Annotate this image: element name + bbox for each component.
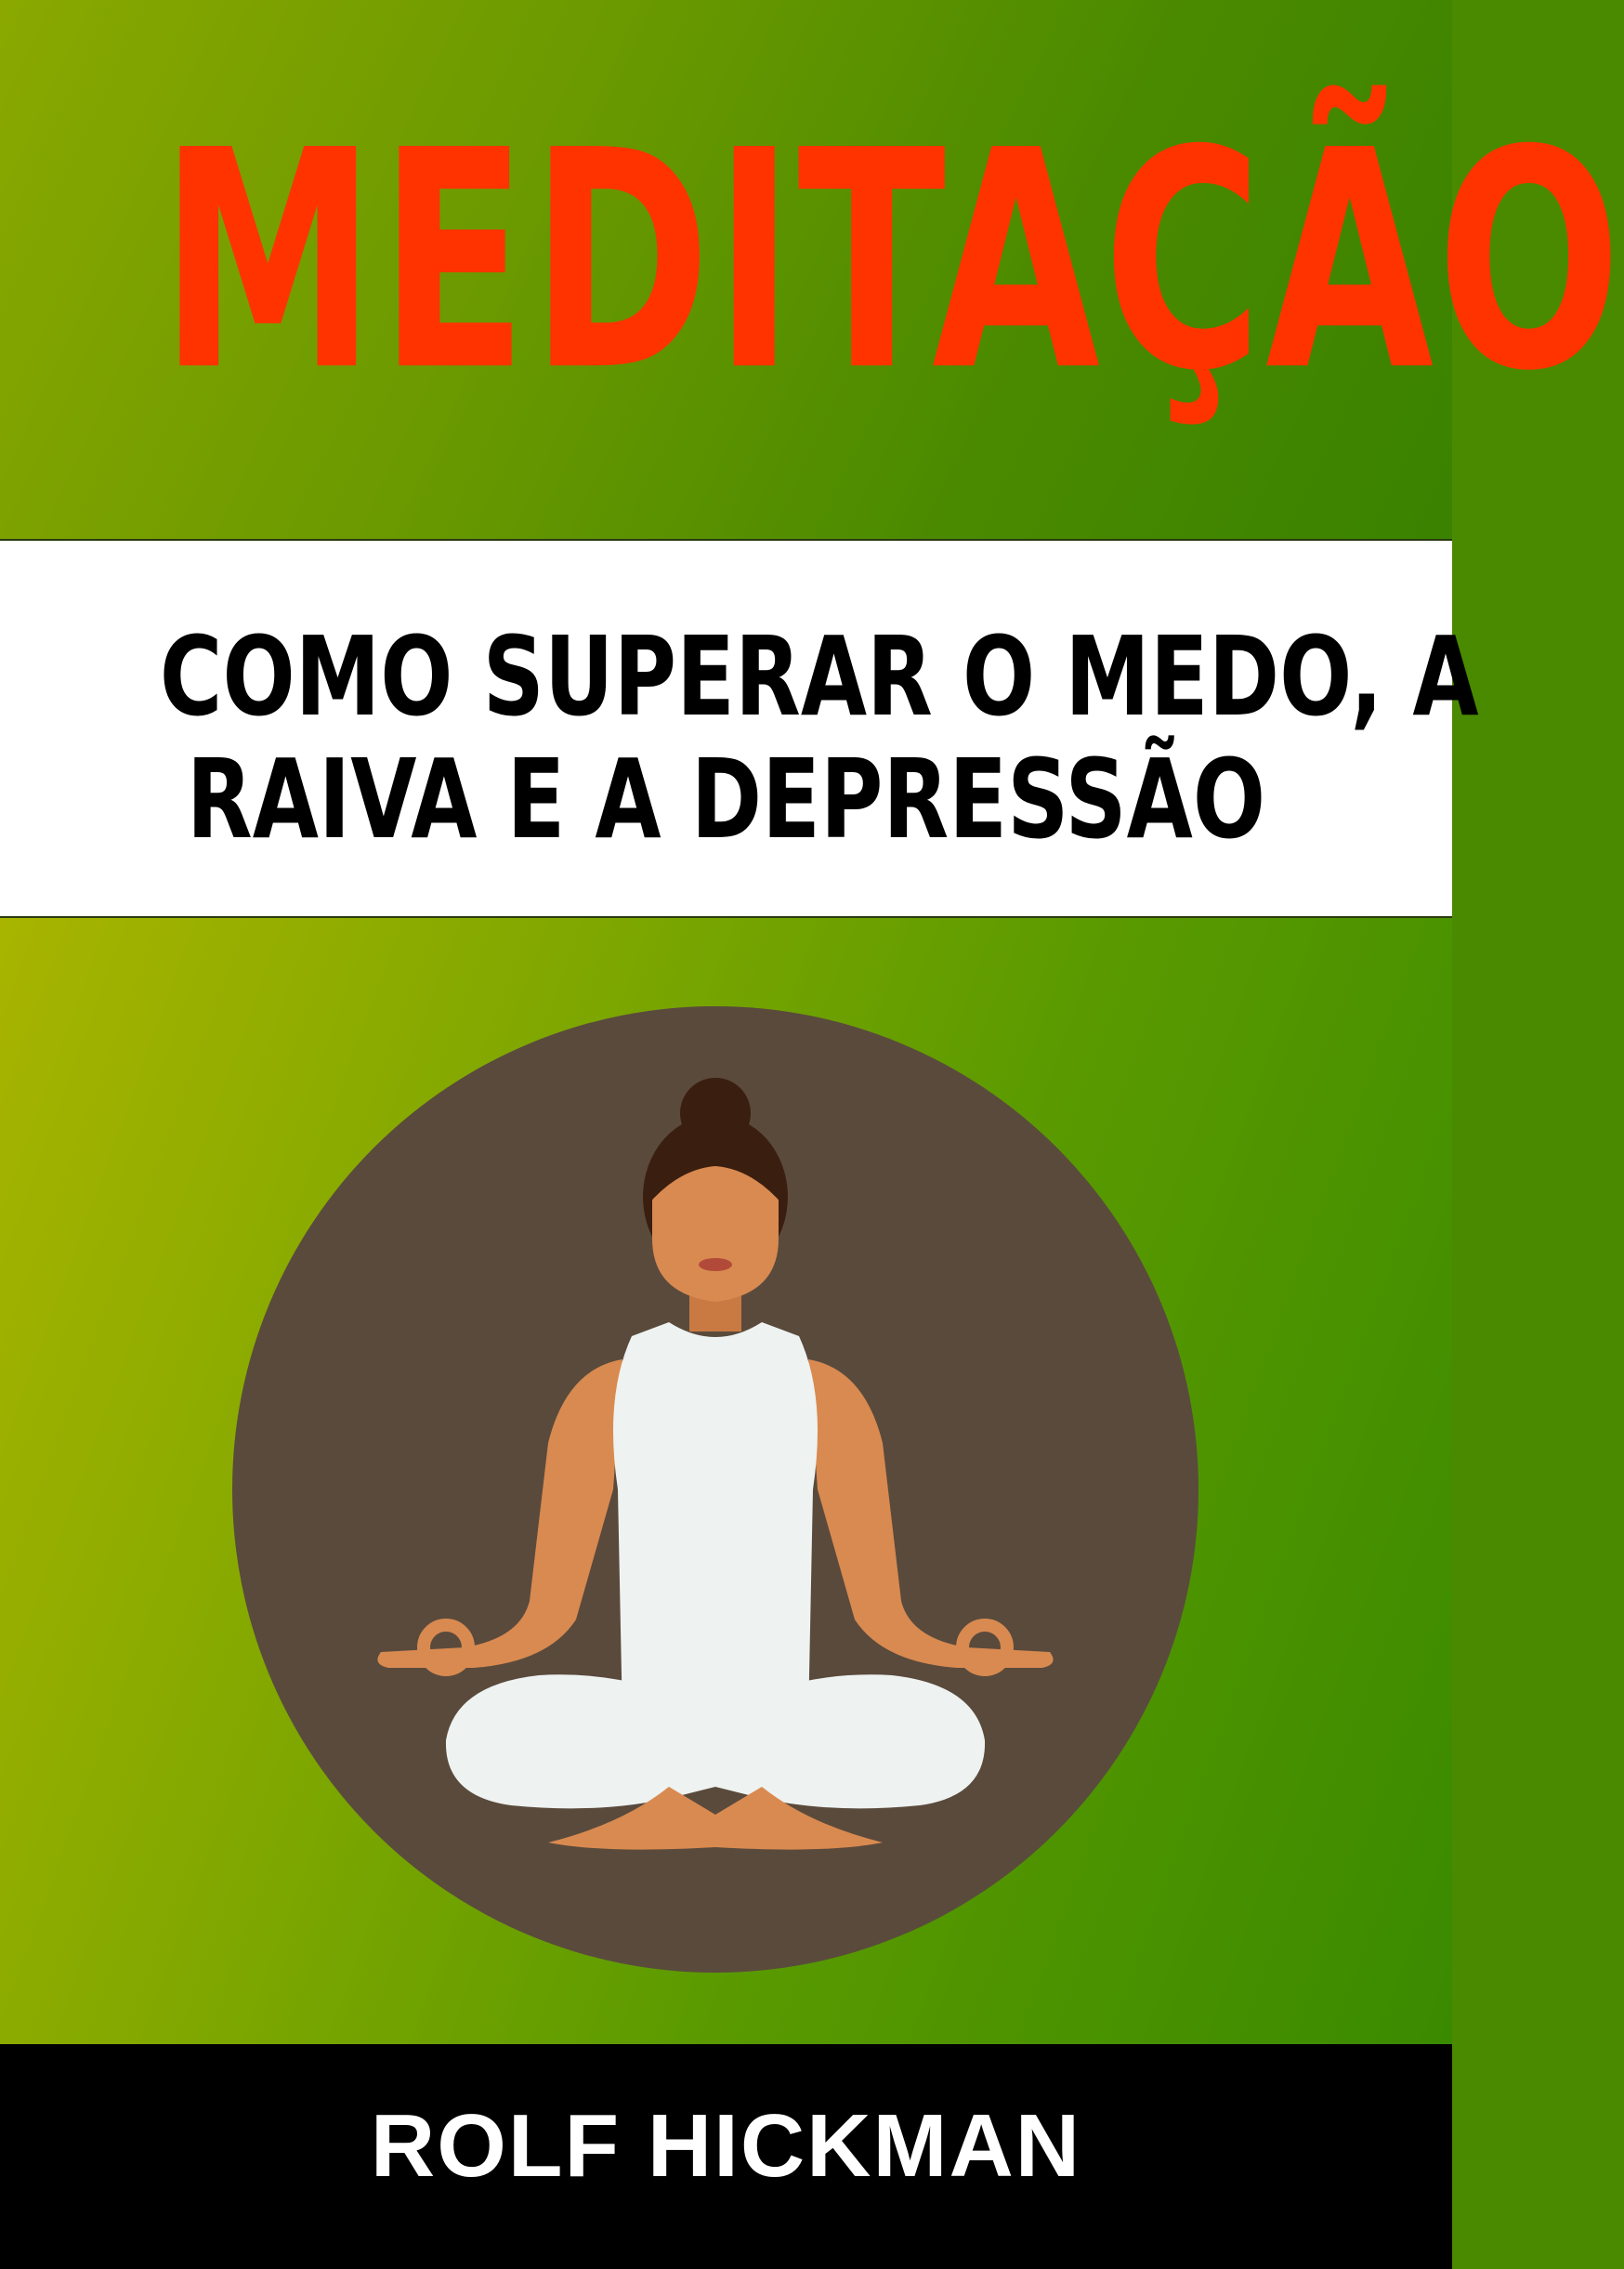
torso [613, 1322, 818, 1722]
author-band [0, 2044, 1452, 2269]
author-name: ROLF HICKMAN [370, 2096, 1082, 2196]
subtitle-line-2: RAIVA E A DEPRESSÃO [186, 735, 1266, 863]
illustration-band [0, 918, 1452, 2044]
meditating-woman-icon [232, 1006, 1198, 1973]
lips [699, 1258, 732, 1271]
book-subtitle [159, 612, 1479, 863]
subtitle-band [0, 539, 1479, 918]
subtitle-line-1: COMO SUPERAR O MEDO, A [159, 612, 1479, 741]
book-title: MEDITAÇÃO [159, 86, 1624, 437]
title-band [0, 0, 1624, 539]
